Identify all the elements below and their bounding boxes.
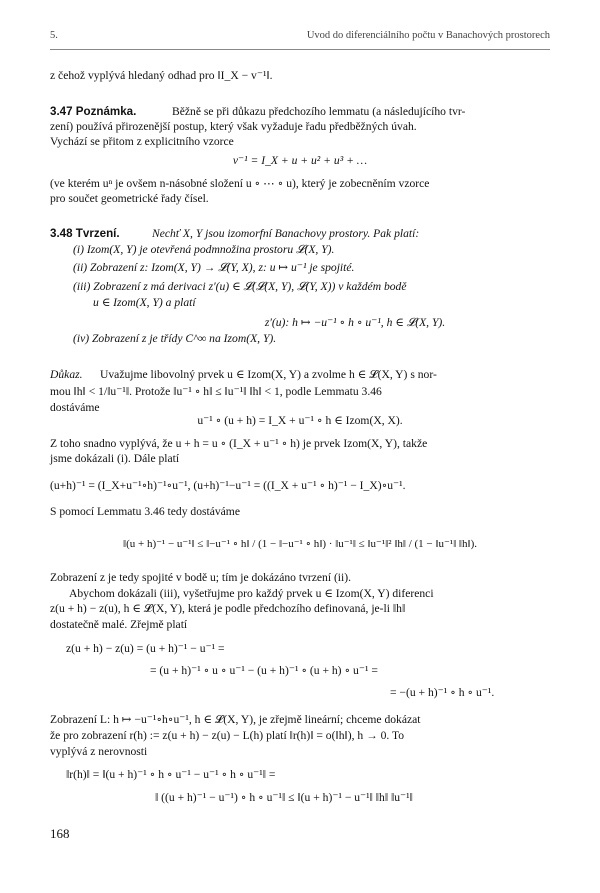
header-rule [50,49,550,50]
display-formula: ‖ ((u + h)⁻¹ − u⁻¹) ∘ h ∘ u⁻¹‖ ≤ ‖(u + h)⁻¹ − u⁻¹‖ ‖h‖ ‖u⁻¹‖ [155,791,413,804]
chapter-number: 5. [50,30,58,41]
text-line: z(u + h) − z(u), h ∈ 𝓛(X, Y), která je podle předchozího definovaná, je-li ‖h‖ [50,602,406,615]
text-line: Z toho snadno vyplývá, že u + h = u ∘ (I_X + u⁻¹ ∘ h) je prvek Izom(X, Y), takže [50,437,428,450]
item-iii-continuation: u ∈ Izom(X, Y) a platí [93,296,196,309]
display-formula: ‖(u + h)⁻¹ − u⁻¹‖ ≤ ‖−u⁻¹ ∘ h‖ / (1 − ‖−u⁻¹ ∘ h‖) · ‖u⁻¹‖ ≤ ‖u⁻¹‖² ‖h‖ / (1 − ‖u⁻¹‖ ‖h‖). [122,538,478,550]
text-line: mou ‖h‖ < 1/‖u⁻¹‖. Protože ‖u⁻¹ ∘ h‖ ≤ ‖u⁻¹‖ ‖h‖ < 1, podle Lemmatu 3.46 [50,385,382,398]
chapter-title: Úvod do diferenciálního počtu v Banachových prostorech [306,30,550,41]
text-line: Uvažujme libovolný prvek u ∈ Izom(X, Y) a zvolme h ∈ 𝓛(X, Y) s nor- [100,368,437,381]
remark-heading: 3.47 Poznámka. [50,105,137,118]
item-ii: (ii) Zobrazení z: Izom(X, Y) → 𝓛(Y, X), z: u ↦ u⁻¹ je spojité. [73,261,355,274]
text-line: Zobrazení L: h ↦ −u⁻¹∘h∘u⁻¹, h ∈ 𝓛(X, Y), je zřejmě lineární; chceme dokázat [50,713,421,726]
display-formula: = (u + h)⁻¹ ∘ u ∘ u⁻¹ − (u + h)⁻¹ ∘ (u + h) ∘ u⁻¹ = [150,664,378,677]
display-formula: = −(u + h)⁻¹ ∘ h ∘ u⁻¹. [390,686,495,699]
text-line: dostáváme [50,401,100,414]
display-formula: u⁻¹ ∘ (u + h) = I_X + u⁻¹ ∘ h ∈ Izom(X, X). [197,414,403,427]
page-number: 168 [50,826,70,841]
display-formula: v⁻¹ = I_X + u + u² + u³ + … [232,154,368,167]
item-i: (i) Izom(X, Y) je otevřená podmnožina prostoru 𝓛(X, Y). [73,243,335,256]
text-line: pro součet geometrické řady čísel. [50,192,209,205]
text-line: (ve kterém uⁿ je ovšem n-násobné složení u ∘ ⋯ ∘ u), který je zobecněním vzorce [50,177,430,190]
running-header [50,30,550,44]
text-line: S pomocí Lemmatu 3.46 tedy dostáváme [50,505,240,518]
item-iv: (iv) Zobrazení z je třídy C^∞ na Izom(X, Y). [73,332,277,345]
text-line: Abychom dokázali (iii), vyšetřujme pro každý prvek u ∈ Izom(X, Y) diferenci [69,587,434,600]
proposition-text: Nechť X, Y jsou izomorfní Banachovy prostory. Pak platí: [152,227,420,240]
display-formula: z′(u): h ↦ −u⁻¹ ∘ h ∘ u⁻¹, h ∈ 𝓛(X, Y). [264,316,446,329]
proof-heading: Důkaz. [50,368,83,381]
text-line: zení) používá přirozenější postup, který však vyžaduje řadu předběžných úvah. [50,120,417,133]
text-line: Zobrazení z je tedy spojité v bodě u; tím je dokázáno tvrzení (ii). [50,571,352,584]
item-iii: (iii) Zobrazení z má derivaci z′(u) ∈ 𝓛(𝓛(X, Y), 𝓛(Y, X)) v každém bodě [73,280,407,293]
text-line: jsme dokázali (i). Dále platí [50,452,180,465]
text-line: dostatečně malé. Zřejmě platí [50,618,188,631]
display-formula: ‖r(h)‖ = ‖(u + h)⁻¹ ∘ h ∘ u⁻¹ − u⁻¹ ∘ h ∘ u⁻¹‖ = [66,768,276,781]
text-line: Vychází se přitom z explicitního vzorce [50,135,234,148]
proposition-heading: 3.48 Tvrzení. [50,227,120,240]
text-line: z čehož vyplývá hledaný odhad pro ‖I_X − v⁻¹‖. [50,69,273,82]
text-line: že pro zobrazení r(h) := z(u + h) − z(u) − L(h) platí ‖r(h)‖ = o(‖h‖), h → 0. To [50,729,405,742]
display-formula: z(u + h) − z(u) = (u + h)⁻¹ − u⁻¹ = [66,642,225,655]
text-line: Běžně se při důkazu předchozího lemmatu (a následujícího tvr- [172,105,466,118]
display-formula: (u+h)⁻¹ = (I_X+u⁻¹∘h)⁻¹∘u⁻¹, (u+h)⁻¹−u⁻¹ = ((I_X + u⁻¹ ∘ h)⁻¹ − I_X)∘u⁻¹. [50,479,406,492]
text-line: vyplývá z nerovnosti [50,745,148,758]
